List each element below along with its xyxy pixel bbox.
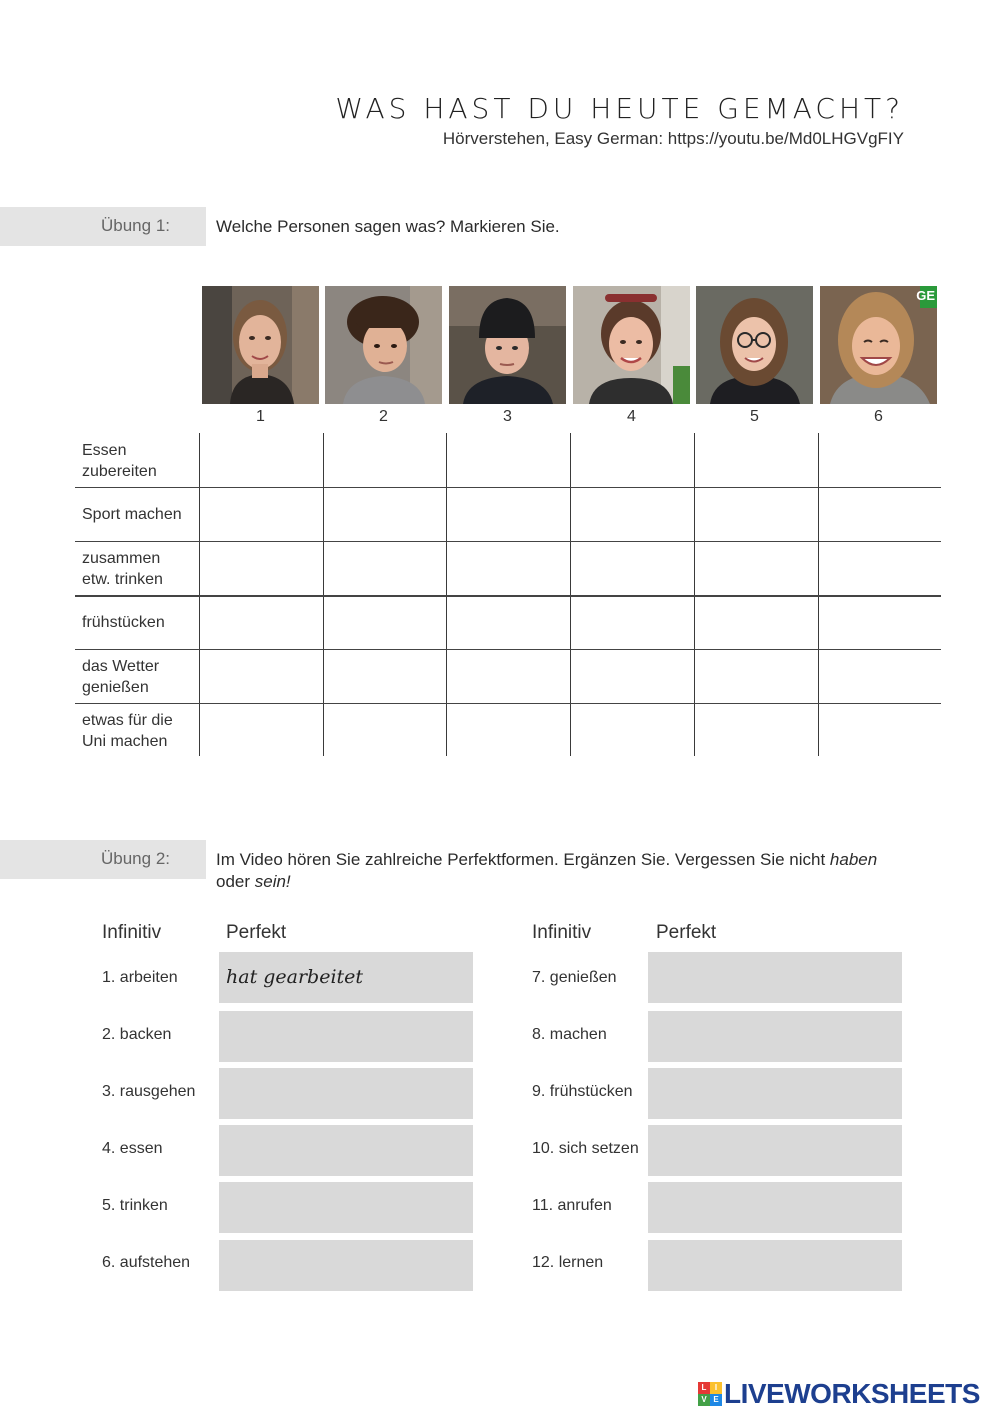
instruction-text: Im Video hören Sie zahlreiche Perfektformen. Ergänzen Sie. Vergessen Sie nicht [216, 850, 830, 869]
person-number-2: 2 [379, 408, 388, 425]
row-label-line: Essen [82, 442, 127, 459]
grid-cell-row6-person5[interactable] [696, 705, 816, 754]
person-number-4: 4 [627, 408, 636, 425]
perfekt-input-11[interactable] [648, 1182, 902, 1233]
grid-cell-row3-person3[interactable] [448, 543, 568, 593]
grid-cell-row6-person1[interactable] [201, 705, 321, 754]
row-label-line: Sport machen [82, 506, 182, 523]
perfekt-input-1[interactable] [219, 952, 473, 1003]
grid-cell-row3-person4[interactable] [572, 543, 692, 593]
grid-cell-row2-person4[interactable] [572, 489, 692, 539]
grid-cell-row2-person5[interactable] [696, 489, 816, 539]
grid-cell-row1-person6[interactable] [820, 435, 939, 485]
grid-row-line [75, 703, 941, 704]
worksheet-title: WAS HAST DU HEUTE GEMACHT? [335, 92, 904, 125]
grid-cell-row5-person5[interactable] [696, 651, 816, 701]
column-header-perfekt: Perfekt [656, 922, 717, 943]
verb-label: 1. arbeiten [102, 969, 178, 986]
row-label-line: genießen [82, 679, 149, 696]
instruction-emphasis: sein! [254, 872, 291, 891]
worksheet-subtitle: Hörverstehen, Easy German: https://youtu.be/Md0LHGVgFIY [442, 129, 904, 148]
grid-cell-row4-person5[interactable] [696, 597, 816, 647]
grid-cell-row6-person4[interactable] [572, 705, 692, 754]
verb-label: 6. aufstehen [102, 1254, 191, 1271]
verb-label: 4. essen [102, 1140, 163, 1157]
logo-icon-letter: I [710, 1382, 722, 1394]
person-4-portrait [573, 286, 690, 404]
person-photo-1 [202, 286, 319, 404]
person-6-portrait [820, 286, 937, 404]
liveworksheets-logo [698, 1378, 980, 1410]
instruction-text: oder [216, 872, 255, 891]
row-label-fruehstuecken [82, 612, 197, 633]
verb-label: 5. trinken [102, 1197, 168, 1214]
column-header-infinitiv: Infinitiv [532, 922, 592, 943]
grid-cell-row3-person5[interactable] [696, 543, 816, 593]
verb-label: 2. backen [102, 1026, 172, 1043]
row-label-line: etwas für die [82, 712, 173, 729]
person-number-3: 3 [503, 408, 512, 425]
verb-label: 8. machen [532, 1026, 607, 1043]
perfekt-input-8[interactable] [648, 1011, 902, 1062]
person-photo-4 [573, 286, 690, 404]
grid-cell-row4-person4[interactable] [572, 597, 692, 647]
person-photo-5 [696, 286, 813, 404]
perfekt-input-12[interactable] [648, 1240, 902, 1291]
person-3-portrait [449, 286, 566, 404]
verb-label: 11. anrufen [532, 1197, 612, 1214]
grid-cell-row3-person1[interactable] [201, 543, 321, 593]
person-photo-6 [820, 286, 937, 404]
grid-cell-row4-person1[interactable] [201, 597, 321, 647]
column-header-infinitiv: Infinitiv [102, 922, 162, 943]
grid-cell-row5-person4[interactable] [572, 651, 692, 701]
row-label-line: etw. trinken [82, 571, 163, 588]
verb-label: 3. rausgehen [102, 1083, 196, 1100]
column-header-perfekt: Perfekt [226, 922, 287, 943]
grid-cell-row2-person2[interactable] [325, 489, 444, 539]
logo-icon-letter: E [710, 1394, 722, 1406]
logo-icon-letter: V [698, 1394, 710, 1406]
grid-row-line [75, 541, 941, 542]
grid-cell-row4-person6[interactable] [820, 597, 939, 647]
grid-cell-row1-person4[interactable] [572, 435, 692, 485]
grid-cell-row6-person2[interactable] [325, 705, 444, 754]
row-label-essen-zubereiten [82, 440, 197, 482]
row-label-uni-machen [82, 710, 197, 752]
liveworksheets-wordmark: LIVEWORKSHEETS [724, 1378, 980, 1409]
person-number-5: 5 [750, 408, 759, 425]
grid-cell-row5-person2[interactable] [325, 651, 444, 701]
perfekt-input-10[interactable] [648, 1125, 902, 1176]
logo-icon-letter: L [698, 1382, 710, 1394]
grid-cell-row1-person1[interactable] [201, 435, 321, 485]
perfekt-input-9[interactable] [648, 1068, 902, 1119]
person-number-6: 6 [874, 408, 883, 425]
grid-cell-row2-person6[interactable] [820, 489, 939, 539]
grid-cell-row1-person3[interactable] [448, 435, 568, 485]
grid-cell-row2-person3[interactable] [448, 489, 568, 539]
grid-row-line [75, 649, 941, 650]
verb-label: 10. sich setzen [532, 1140, 639, 1157]
perfekt-input-3[interactable] [219, 1068, 473, 1119]
grid-row-line [75, 487, 941, 488]
grid-cell-row4-person2[interactable] [325, 597, 444, 647]
perfekt-input-6[interactable] [219, 1240, 473, 1291]
verb-label: 7. genießen [532, 969, 617, 986]
grid-cell-row3-person6[interactable] [820, 543, 939, 593]
instruction-emphasis: haben [829, 850, 878, 869]
verb-label: 9. frühstücken [532, 1083, 633, 1100]
exercise1-instruction: Welche Personen sagen was? Markieren Sie. [216, 217, 560, 236]
person-photo-2 [325, 286, 442, 404]
grid-cell-row5-person1[interactable] [201, 651, 321, 701]
grid-cell-row6-person3[interactable] [448, 705, 568, 754]
perfekt-input-7[interactable] [648, 952, 902, 1003]
exercise2-label: Übung 2: [101, 849, 170, 868]
row-label-line: Uni machen [82, 733, 168, 750]
grid-cell-row5-person3[interactable] [448, 651, 568, 701]
perfekt-input-4[interactable] [219, 1125, 473, 1176]
row-label-wetter-geniessen [82, 656, 197, 698]
grid-cell-row2-person1[interactable] [201, 489, 321, 539]
video-logo-badge: GE [916, 288, 935, 303]
perfekt-input-2[interactable] [219, 1011, 473, 1062]
person-1-portrait [202, 286, 319, 404]
row-label-sport-machen [82, 504, 197, 525]
row-label-line: das Wetter [82, 658, 160, 675]
row-label-line: zusammen [82, 550, 161, 567]
person-5-portrait [696, 286, 813, 404]
row-label-line: frühstücken [82, 614, 165, 631]
liveworksheets-icon [698, 1382, 722, 1406]
grid-cell-row3-person2[interactable] [325, 543, 444, 593]
person-2-portrait [325, 286, 442, 404]
grid-cell-row6-person6[interactable] [820, 705, 939, 754]
perfekt-input-5[interactable] [219, 1182, 473, 1233]
perfekt-answer: hat gearbeitet [226, 966, 364, 988]
verb-label: 12. lernen [532, 1254, 604, 1271]
grid-cell-row4-person3[interactable] [448, 597, 568, 647]
exercise1-label: Übung 1: [101, 216, 170, 235]
grid-cell-row1-person2[interactable] [325, 435, 444, 485]
exercise2-instruction [216, 849, 916, 893]
grid-cell-row5-person6[interactable] [820, 651, 939, 701]
row-label-line: zubereiten [82, 463, 157, 480]
grid-cell-row1-person5[interactable] [696, 435, 816, 485]
row-label-zusammen-trinken [82, 548, 197, 590]
person-number-1: 1 [256, 408, 265, 425]
person-photo-3 [449, 286, 566, 404]
